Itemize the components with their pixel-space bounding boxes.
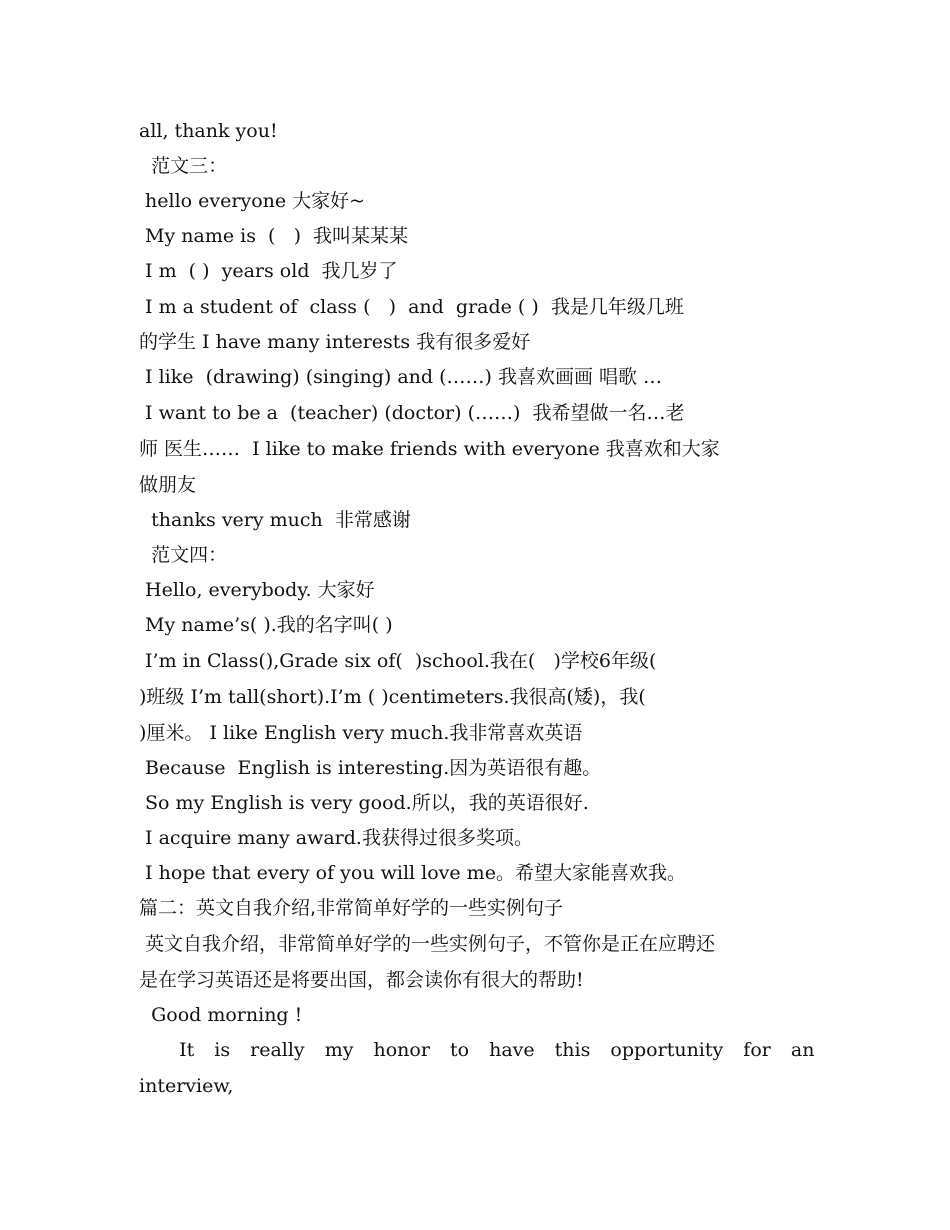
text-line: all, thank you! bbox=[139, 120, 278, 142]
text-line: thanks very much 非常感谢 bbox=[139, 509, 411, 531]
text-line: 做朋友 bbox=[139, 474, 197, 496]
text-line: )班级 I’m tall(short).I’m ( )centimeters.我很高(矮)，我( bbox=[139, 686, 646, 708]
text-line: I’m in Class(),Grade six of( )school.我在( )学校6年级( bbox=[139, 650, 657, 672]
text-line: 的学生 I have many interests 我有很多爱好 bbox=[139, 331, 531, 353]
text-line: I acquire many award.我获得过很多奖项。 bbox=[139, 827, 533, 849]
text-line: My name’s( ).我的名字叫( ) bbox=[139, 614, 393, 636]
text-line: Good morning ! bbox=[139, 1004, 303, 1026]
text-line: 是在学习英语还是将要出国，都会读你有很大的帮助! bbox=[139, 969, 584, 991]
text-line: 师 医生…… I like to make friends with everyone 我喜欢和大家 bbox=[139, 438, 720, 460]
text-line: I m ( ) years old 我几岁了 bbox=[139, 260, 398, 282]
text-line: It is really my honor to have this opportunity for an bbox=[139, 1039, 815, 1061]
text-line: interview, bbox=[139, 1075, 234, 1097]
section-label: 范文三： bbox=[139, 155, 228, 177]
text-line: I want to be a (teacher) (doctor) (……) 我希望做一名…老 bbox=[139, 402, 685, 424]
text-line: 英文自我介绍，非常简单好学的一些实例句子，不管你是正在应聘还 bbox=[139, 933, 716, 955]
section-heading: 篇二：英文自我介绍,非常简单好学的一些实例句子 bbox=[139, 897, 564, 919]
text-line: My name is ( ) 我叫某某某 bbox=[139, 225, 409, 247]
text-line: Because English is interesting.因为英语很有趣。 bbox=[139, 757, 602, 779]
text-line: I m a student of class ( ) and grade ( ) 我是几年级几班 bbox=[139, 296, 684, 318]
text-line: I like (drawing) (singing) and (……) 我喜欢画画 唱歌 … bbox=[139, 366, 663, 388]
text-line: So my English is very good.所以，我的英语很好. bbox=[139, 792, 589, 814]
text-line: )厘米。 I like English very much.我非常喜欢英语 bbox=[139, 722, 583, 744]
text-line: I hope that every of you will love me。希望大家能喜欢我。 bbox=[139, 862, 686, 884]
section-label: 范文四： bbox=[139, 544, 228, 566]
text-line: Hello, everybody. 大家好 bbox=[139, 579, 375, 601]
text-line: hello everyone 大家好~ bbox=[139, 190, 366, 212]
